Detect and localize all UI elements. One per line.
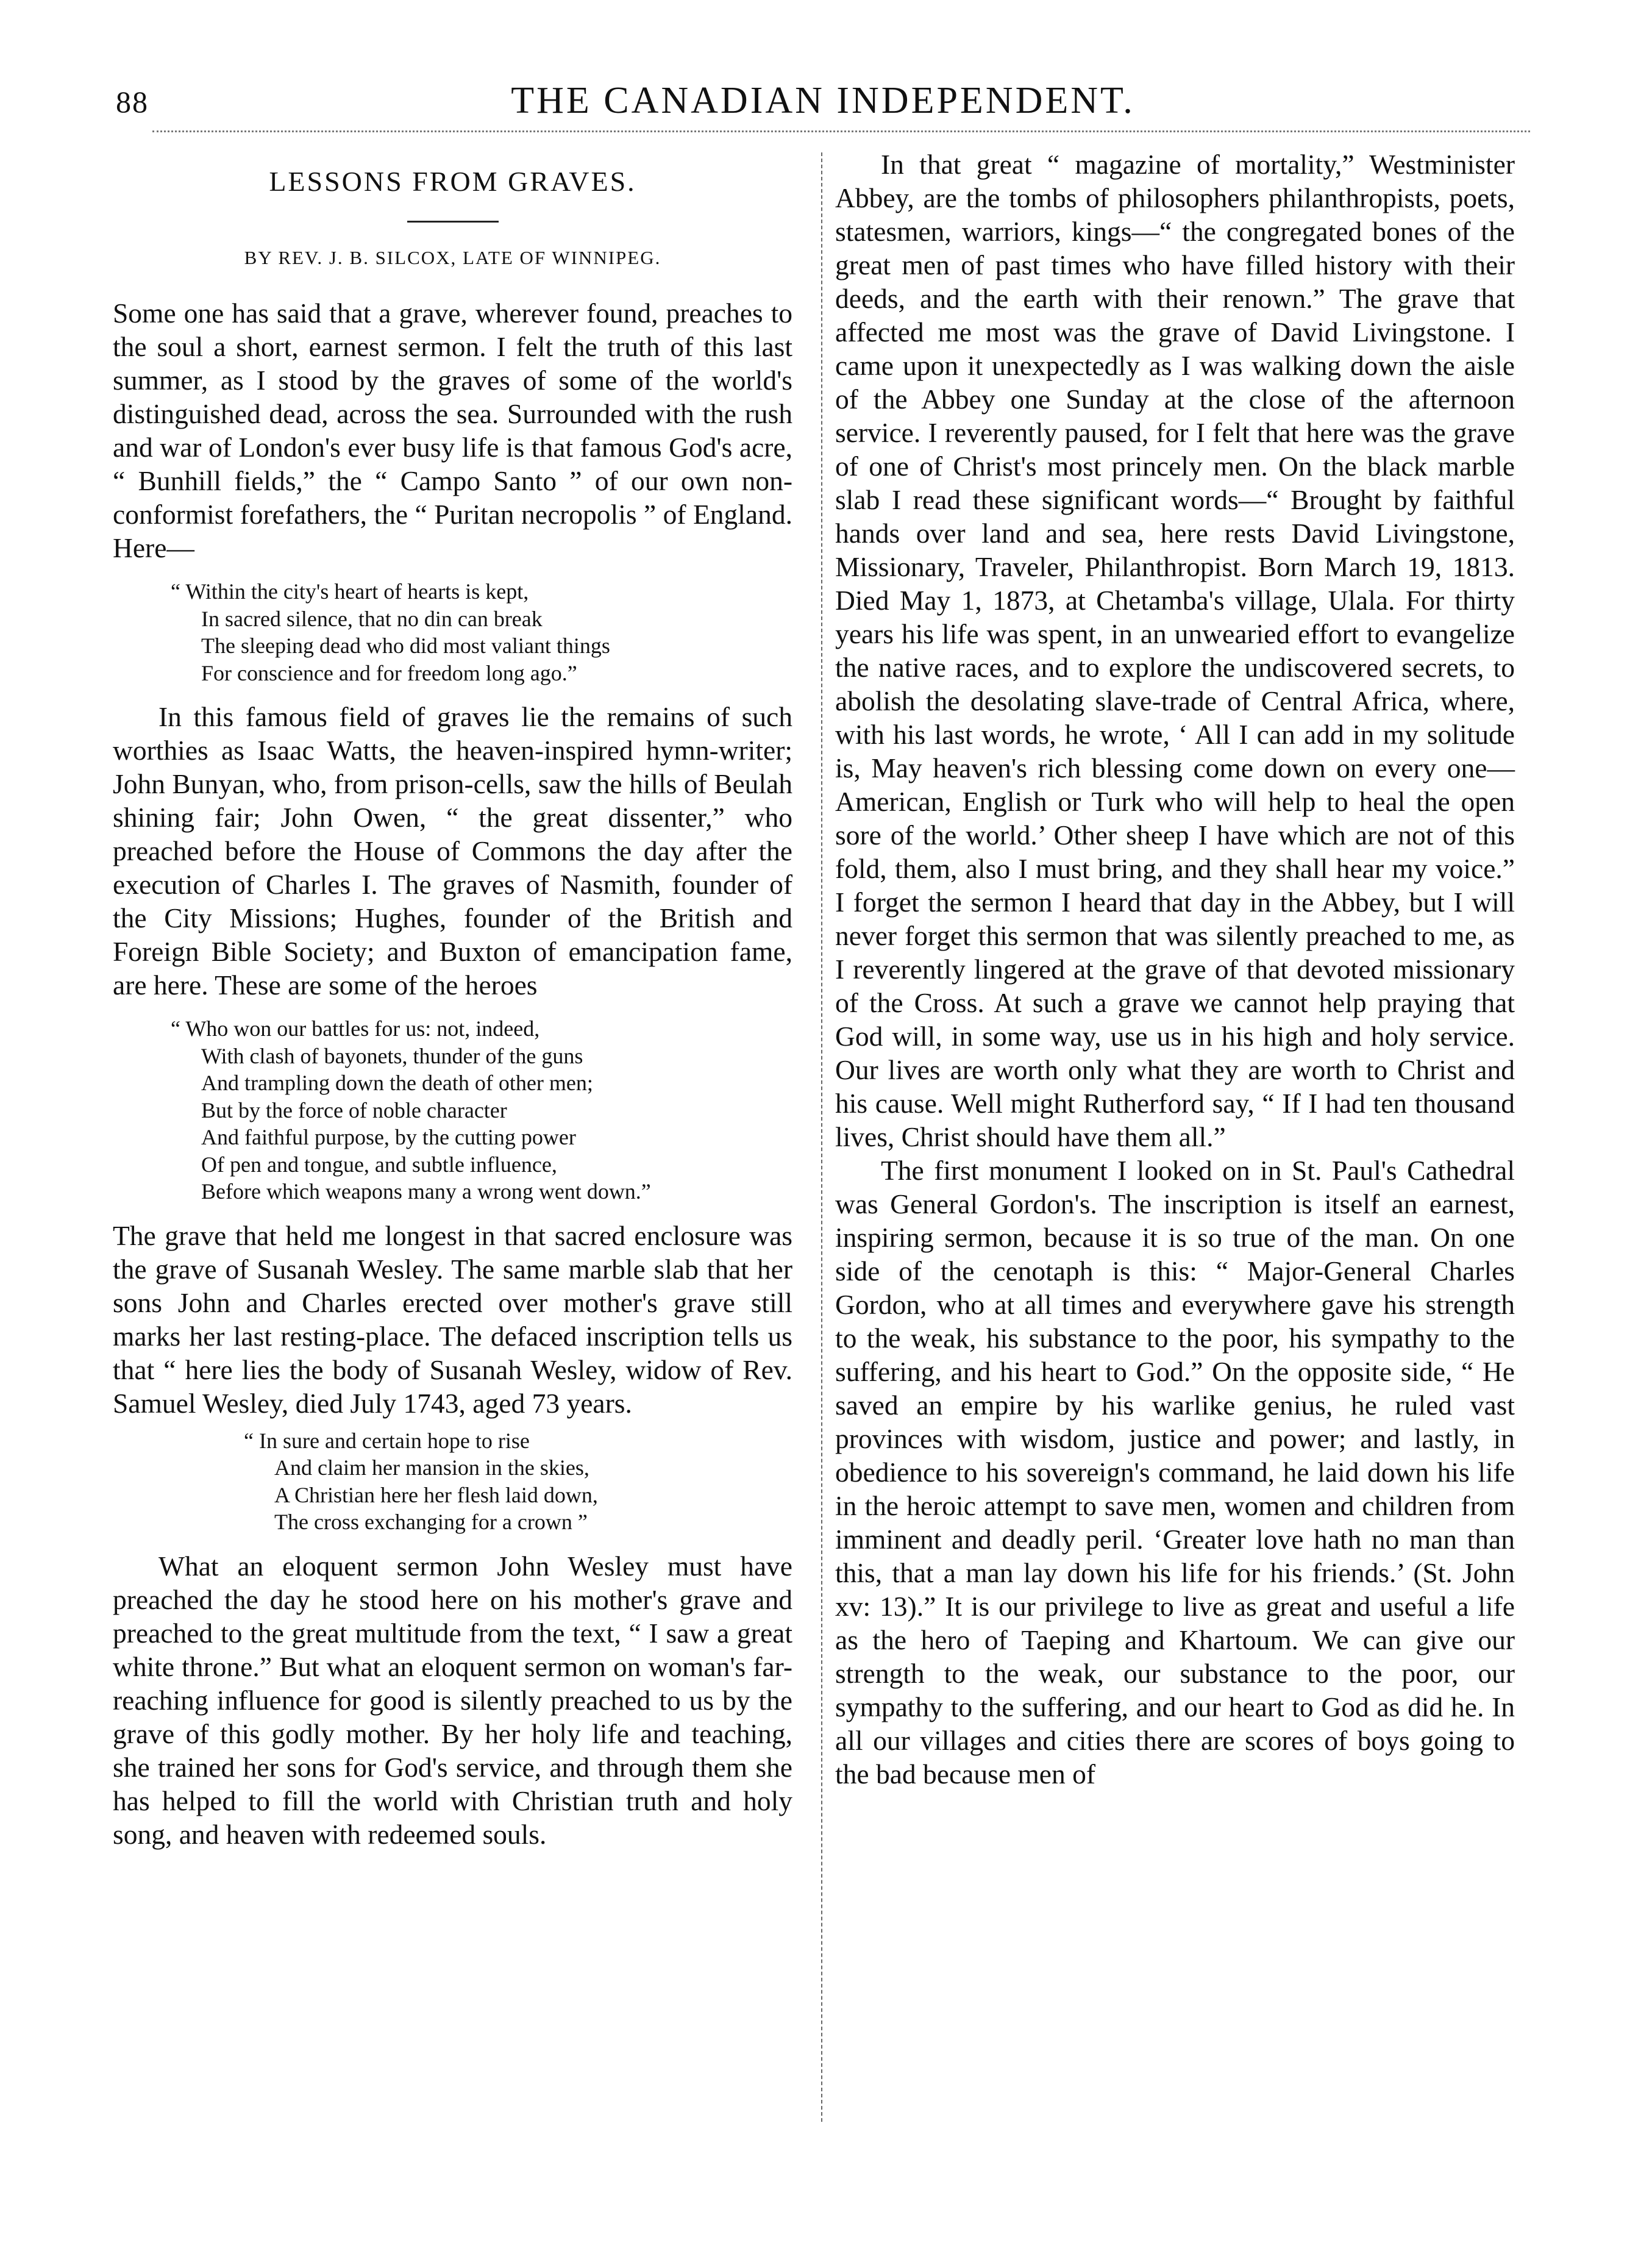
paragraph: In that great “ magazine of mortality,” Westminister Abbey, are the tombs of philosophers philanthropists, poets, statesmen, warriors, kings—“ the congregated bones of the great men of past times who have filled history with their deeds, and the earth with their renown.” The grave that affected me most was the grave of David Livingstone. I came upon it unexpectedly as I was walking down the aisle of the Abbey one Sunday at the close of the afternoon service. I reverently paused, for I felt that here was the grave of one of Christ's most princely men. On the black marble slab I read these significant words—“ Brought by faithful hands over land and sea, here rests David Livingstone, Missionary, Traveler, Philanthropist. Born March 19, 1813. Died May 1, 1873, at Chetamba's village, Ulala. For thirty years his life was spent, in an unwearied effort to evangelize the native races, and to explore the undiscovered secrets, to abolish the desolating slave-trade of Central Africa, where, with his last words, he wrote, ‘ All I can add in my solitude is, May heaven's rich blessing come down on every one—American, English or Turk who will help to heal the open sore of the world.’ Other sheep I have which are not of this fold, them, also I must bring, and they shall hear my voice.” I forget the sermon I heard that day in the Abbey, but I will never forget this sermon that was silently preached to me, as I reverently lingered at the grave of that devoted missionary of the Cross. At such a grave we cannot help praying that God will, in some way, use us in his high and holy service. Our lives are worth only what they are worth to Christ and his cause. Well might Rutherford say, “ If I had ten thousand lives, Christ should have them all.” [835, 149, 1515, 1152]
verse-block [244, 1427, 792, 1536]
paragraph: The grave that held me longest in that sacred enclosure was the grave of Susanah Wesley. The same marble slab that her sons John and Charles erected over mother's grave still marks her last resting-place. The defaced inscription tells us that “ here lies the body of Susanah Wesley, widow of Rev. Samuel Wesley, died July 1743, aged 73 years. [113, 1219, 792, 1419]
page-header [116, 79, 1530, 128]
verse-line: In sacred silence, that no din can break [201, 606, 543, 631]
journal-title: THE CANADIAN INDEPENDENT. [511, 80, 1135, 121]
paragraph: What an eloquent sermon John Wesley must have preached the day he stood here on his mother's grave and preached to the great multitude from the text, “ I saw a great white throne.” But what an eloquent sermon on woman's far-reaching influence for good is silently preached to us by the grave of this godly mother. By her holy life and teaching, she trained her sons for God's service, and through them she has helped to fill the world with Christian truth and holy song, and heaven with redeemed souls. [113, 1550, 792, 1850]
verse-block [171, 1015, 792, 1205]
paragraph: Some one has said that a grave, wherever found, preaches to the soul a short, earnest sermon. I felt the truth of this last summer, as I stood by the graves of some of the world's distinguished dead, across the sea. Surrounded with the rush and war of London's ever busy life is that famous God's acre, “ Bunhill fields,” the “ Campo Santo ” of our own non-conformist forefathers, the “ Puritan necropolis ” of England. Here— [113, 298, 792, 563]
paragraph: The first monument I looked on in St. Paul's Cathedral was General Gordon's. The inscription is itself an earnest, inspiring sermon, because it is so true of the man. On one side of the cenotaph is this: “ Major-General Charles Gordon, who at all times and everywhere gave his strength to the weak, his substance to the poor, his sympathy to the suffering, and his heart to God.” On the opposite side, “ He saved an empire by his warlike genius, he ruled vast provinces with wisdom, justice and power; and lastly, in obedience to his sovereign's command, he laid down his life in the heroic attempt to save men, women and children from imminent and deadly peril. ‘Greater love hath no man than this, that a man lay down his life for his friends.’ (St. John xv: 13).” It is our privilege to live as great and useful a life as the hero of Taeping and Khartoum. We can give our strength to the weak, our substance to the poor, our sympathy to the suffering, and our heart to God as did he. In all our villages and cities there are scores of boys going to the bad because men of [835, 1155, 1515, 1790]
verse-line: And claim her mansion in the skies, [274, 1455, 589, 1480]
column-divider [821, 152, 822, 2122]
verse-line: The cross exchanging for a crown ” [274, 1510, 588, 1534]
verse-line: Before which weapons many a wrong went down.” [201, 1179, 651, 1204]
verse-block [171, 578, 792, 687]
article-byline: BY REV. J. B. SILCOX, LATE OF WINNIPEG. [244, 247, 661, 268]
verse-line: But by the force of noble character [201, 1097, 507, 1122]
right-column [835, 148, 1515, 1791]
verse-line: Of pen and tongue, and subtle influence, [201, 1152, 557, 1177]
verse-line: And trampling down the death of other men; [201, 1071, 593, 1095]
left-column [113, 152, 792, 1851]
verse-line: For conscience and for freedom long ago.” [201, 660, 577, 685]
verse-line: The sleeping dead who did most valiant things [201, 633, 610, 658]
verse-line: “ Within the city's heart of hearts is kept, [171, 579, 529, 604]
article-title: LESSONS FROM GRAVES. [269, 166, 636, 197]
header-rule [152, 130, 1530, 132]
verse-line: A Christian here her flesh laid down, [274, 1482, 598, 1507]
page-number: 88 [116, 85, 149, 119]
verse-line: “ In sure and certain hope to rise [244, 1428, 530, 1453]
verse-line: With clash of bayonets, thunder of the guns [201, 1043, 583, 1068]
verse-line: And faithful purpose, by the cutting power [201, 1125, 576, 1149]
verse-line: “ Who won our battles for us: not, indeed, [171, 1016, 540, 1041]
paragraph: In this famous field of graves lie the remains of such worthies as Isaac Watts, the heaven-inspired hymn-writer; John Bunyan, who, from prison-cells, saw the hills of Beulah shining fair; John Owen, “ the great dissenter,” who preached before the House of Commons the day after the execution of Charles I. The graves of Nasmith, founder of the City Missions; Hughes, founder of the British and Foreign Bible Society; and Buxton of emancipation fame, are here. These are some of the heroes [113, 701, 792, 1001]
title-rule [407, 221, 499, 223]
